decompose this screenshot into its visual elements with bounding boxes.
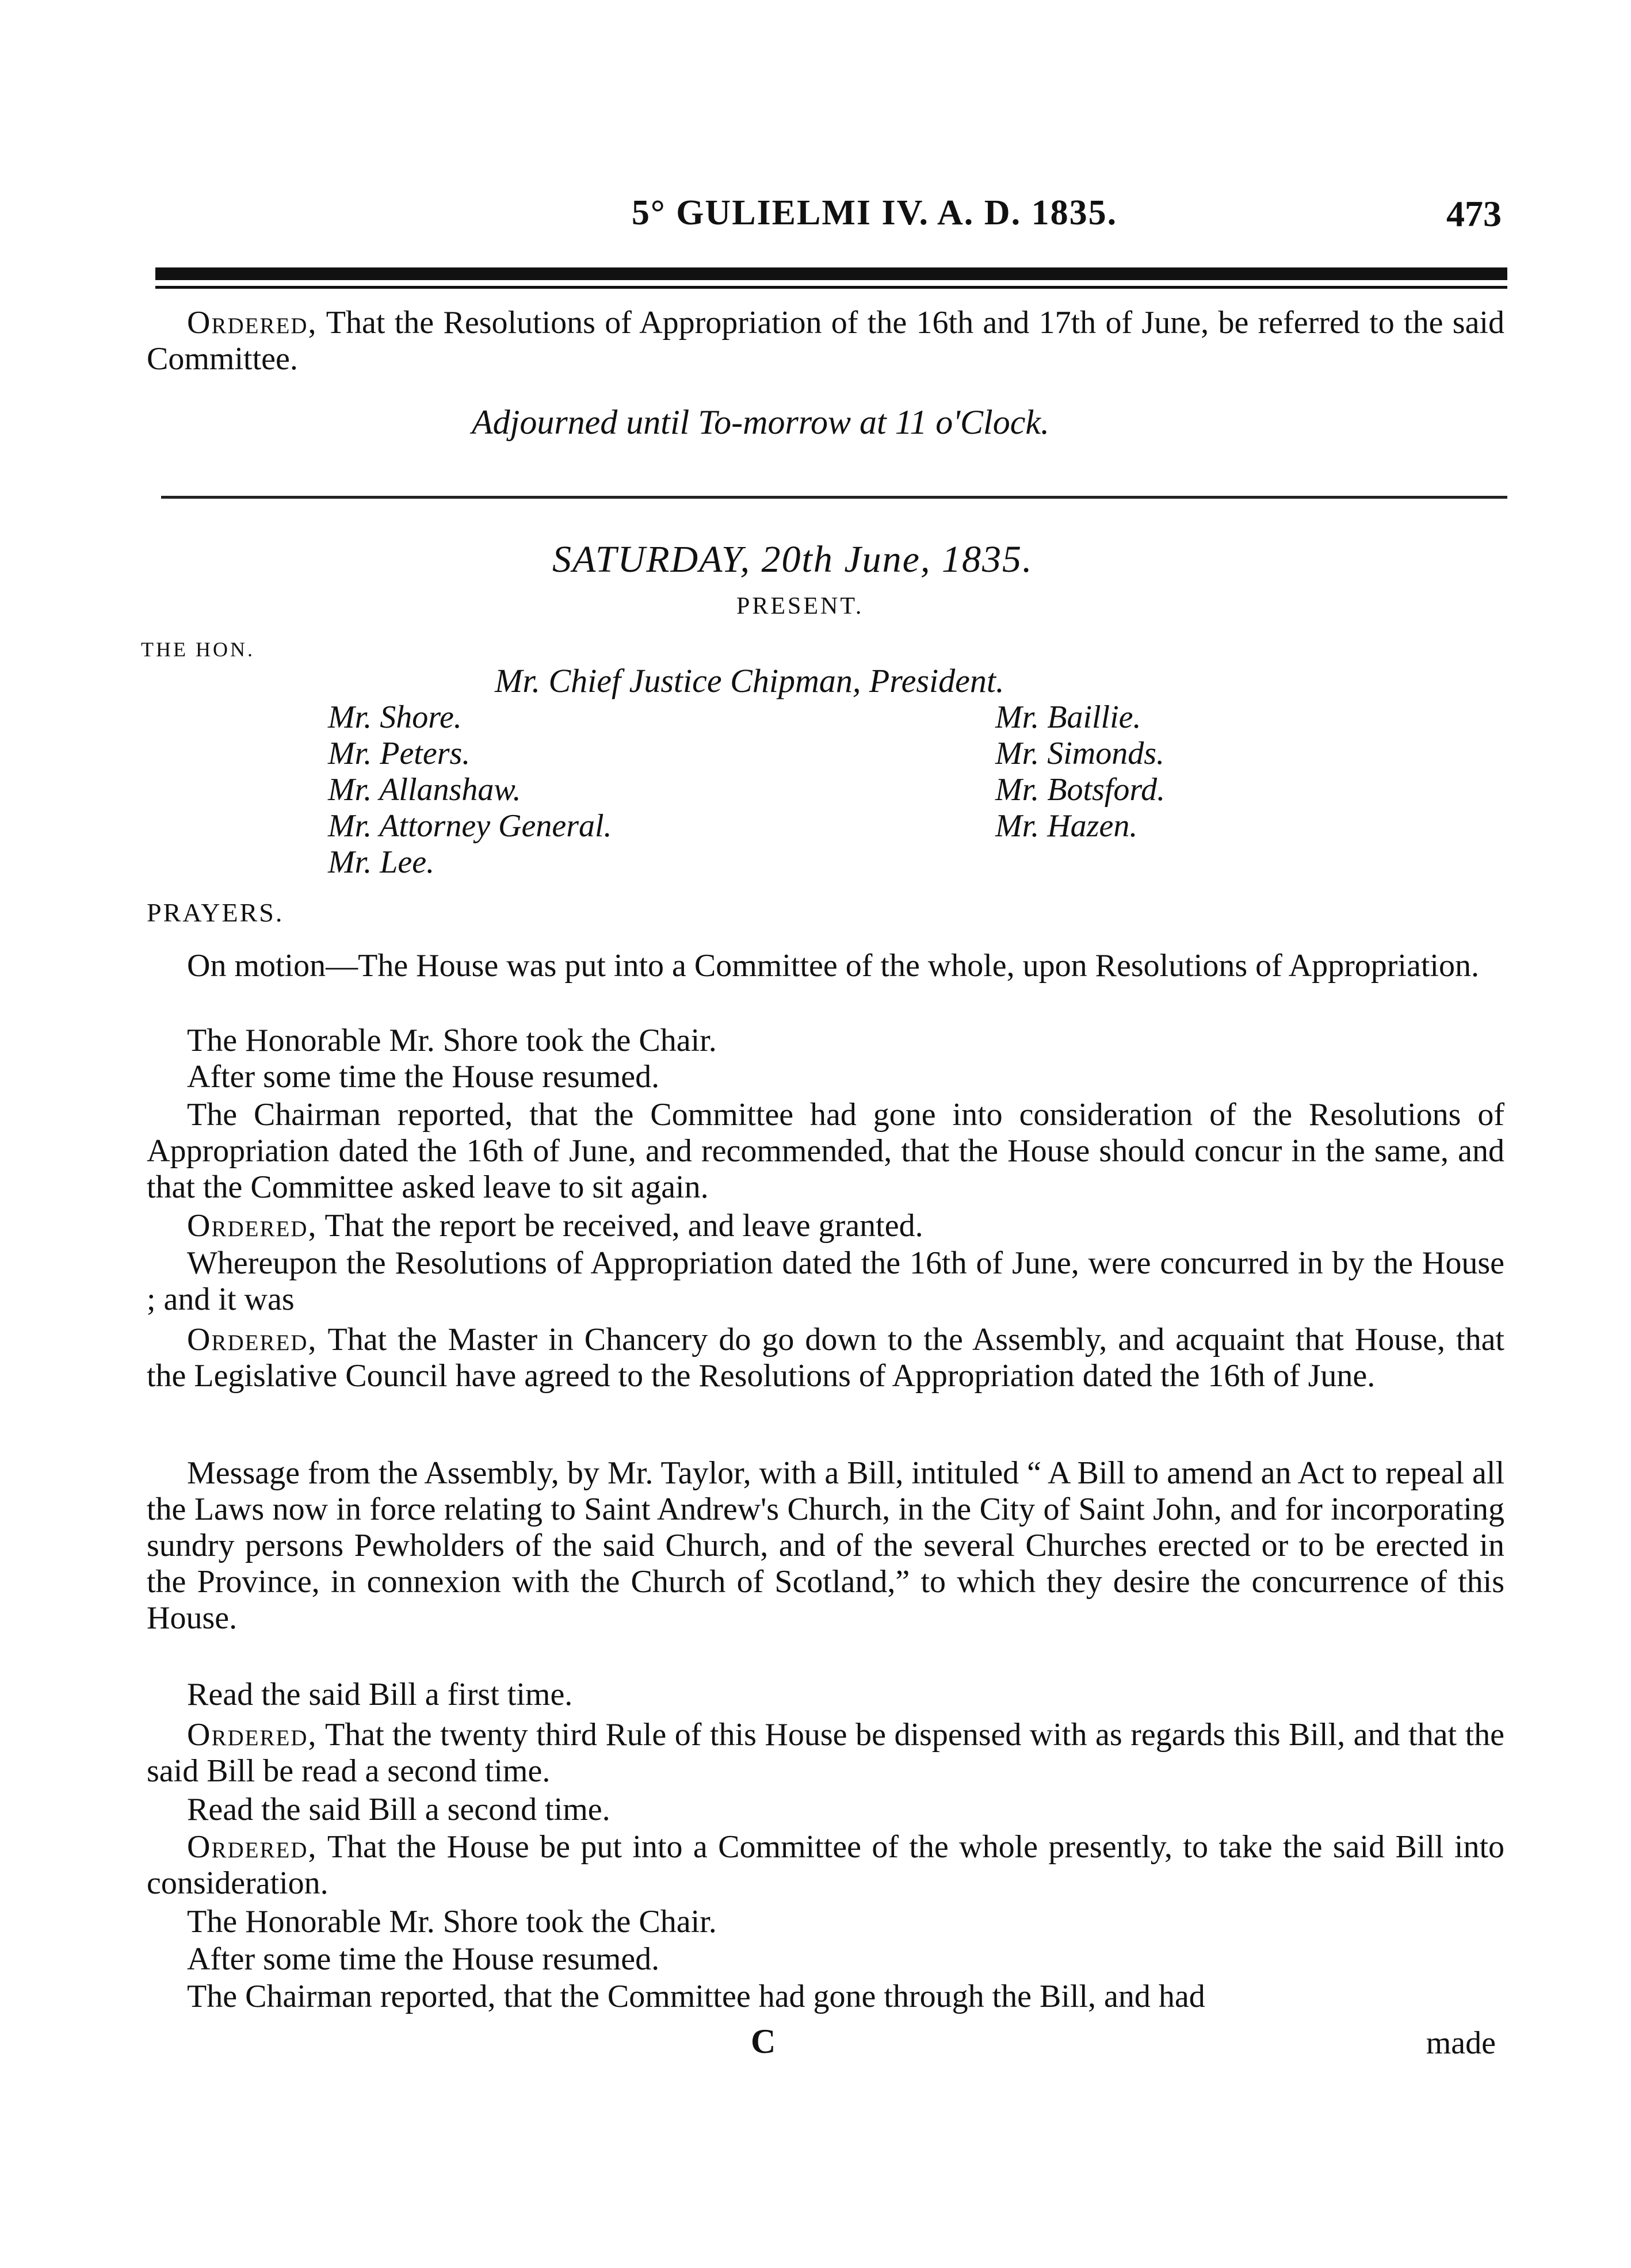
date-heading: SATURDAY, 20th June, 1835.	[552, 538, 1033, 580]
header-rule-thin	[155, 286, 1507, 289]
ordered-label: Ordered,	[187, 1208, 318, 1244]
paragraph-resumed-2: After some time the House resumed.	[187, 1941, 660, 1977]
president-line: Mr. Chief Justice Chipman, President.	[495, 662, 1004, 699]
page-number: 473	[1446, 193, 1502, 234]
member-left-1: Mr. Shore.	[328, 699, 462, 735]
adjourned-line: Adjourned until To-morrow at 11 o'Clock.	[472, 403, 1049, 441]
ordered-paragraph-1	[147, 305, 1504, 377]
member-right-2: Mr. Simonds.	[995, 736, 1165, 771]
ordered-label: Ordered,	[187, 305, 318, 341]
paragraph-second-reading: Read the said Bill a second time.	[187, 1792, 610, 1827]
member-right-1: Mr. Baillie.	[995, 699, 1141, 735]
paragraph-report: The Chairman reported, that the Committee had gone into consideration of the Resolutions of Appropriation dated the 16th of June, and recommended, that the House should concur in the same, and that the Committee asked leave to sit again.	[147, 1097, 1504, 1205]
member-right-4: Mr. Hazen.	[995, 808, 1138, 844]
ordered-text: That the House be put into a Committee of the whole presently, to take the said Bill into consideration.	[147, 1829, 1504, 1901]
member-left-2: Mr. Peters.	[328, 736, 471, 771]
ordered-label: Ordered,	[187, 1717, 318, 1753]
paragraph-resumed: After some time the House resumed.	[187, 1059, 660, 1095]
member-left-4: Mr. Attorney General.	[328, 808, 612, 844]
paragraph-chair-2: The Honorable Mr. Shore took the Chair.	[187, 1904, 717, 1940]
signature-mark: C	[751, 2022, 776, 2060]
ordered-text: That the Master in Chancery do go down to the Assembly, and acquaint that House, that the Legislative Council have agreed to the Resolutions of Appropriation dated the 16th of June.	[147, 1322, 1504, 1394]
paragraph-whereupon: Whereupon the Resolutions of Appropriation dated the 16th of June, were concurred in by the House ; and it was	[147, 1245, 1504, 1317]
paragraph-first-reading: Read the said Bill a first time.	[187, 1677, 573, 1712]
paragraph-ordered-report	[147, 1208, 1504, 1244]
paragraph-chairman-reported: The Chairman reported, that the Committee had gone through the Bill, and had	[187, 1979, 1205, 2014]
paragraph-ordered-rule	[147, 1717, 1504, 1789]
member-left-5: Mr. Lee.	[328, 844, 435, 880]
ordered-label: Ordered,	[187, 1322, 318, 1357]
ordered-text: That the twenty third Rule of this House be dispensed with as regards this Bill, and that the said Bill be read a second time.	[147, 1717, 1504, 1789]
ordered-text: That the Resolutions of Appropriation of the 16th and 17th of June, be referred to the said Committee.	[147, 305, 1504, 377]
running-header: 5° GULIELMI IV. A. D. 1835.	[631, 193, 1118, 232]
ordered-label: Ordered,	[187, 1829, 318, 1865]
catchword: made	[1426, 2025, 1496, 2061]
paragraph-ordered-master	[147, 1322, 1504, 1394]
paragraph-message: Message from the Assembly, by Mr. Taylor, with a Bill, intituled “ A Bill to amend an Act to repeal all the Laws now in force relating to Saint Andrew's Church, in the City of Saint John, and for incorporating sundry persons Pewholders of the said Church, and of the several Churches erected or to be erected in the Province, in connexion with the Church of Scotland,” to which they desire the concurrence of this House.	[147, 1455, 1504, 1636]
header-rule-thick	[155, 267, 1507, 280]
paragraph-chair: The Honorable Mr. Shore took the Chair.	[187, 1023, 717, 1058]
paragraph-ordered-committee	[147, 1829, 1504, 1902]
member-left-3: Mr. Allanshaw.	[328, 772, 521, 808]
present-heading: PRESENT.	[736, 593, 864, 619]
the-hon-label: THE HON.	[141, 638, 255, 661]
prayers-heading: PRAYERS.	[147, 898, 284, 927]
member-right-3: Mr. Botsford.	[995, 772, 1166, 808]
paragraph-motion: On motion—The House was put into a Committee of the whole, upon Resolutions of Appropriation.	[187, 948, 1479, 984]
ordered-text: That the report be received, and leave granted.	[324, 1208, 923, 1244]
section-divider	[161, 496, 1507, 499]
